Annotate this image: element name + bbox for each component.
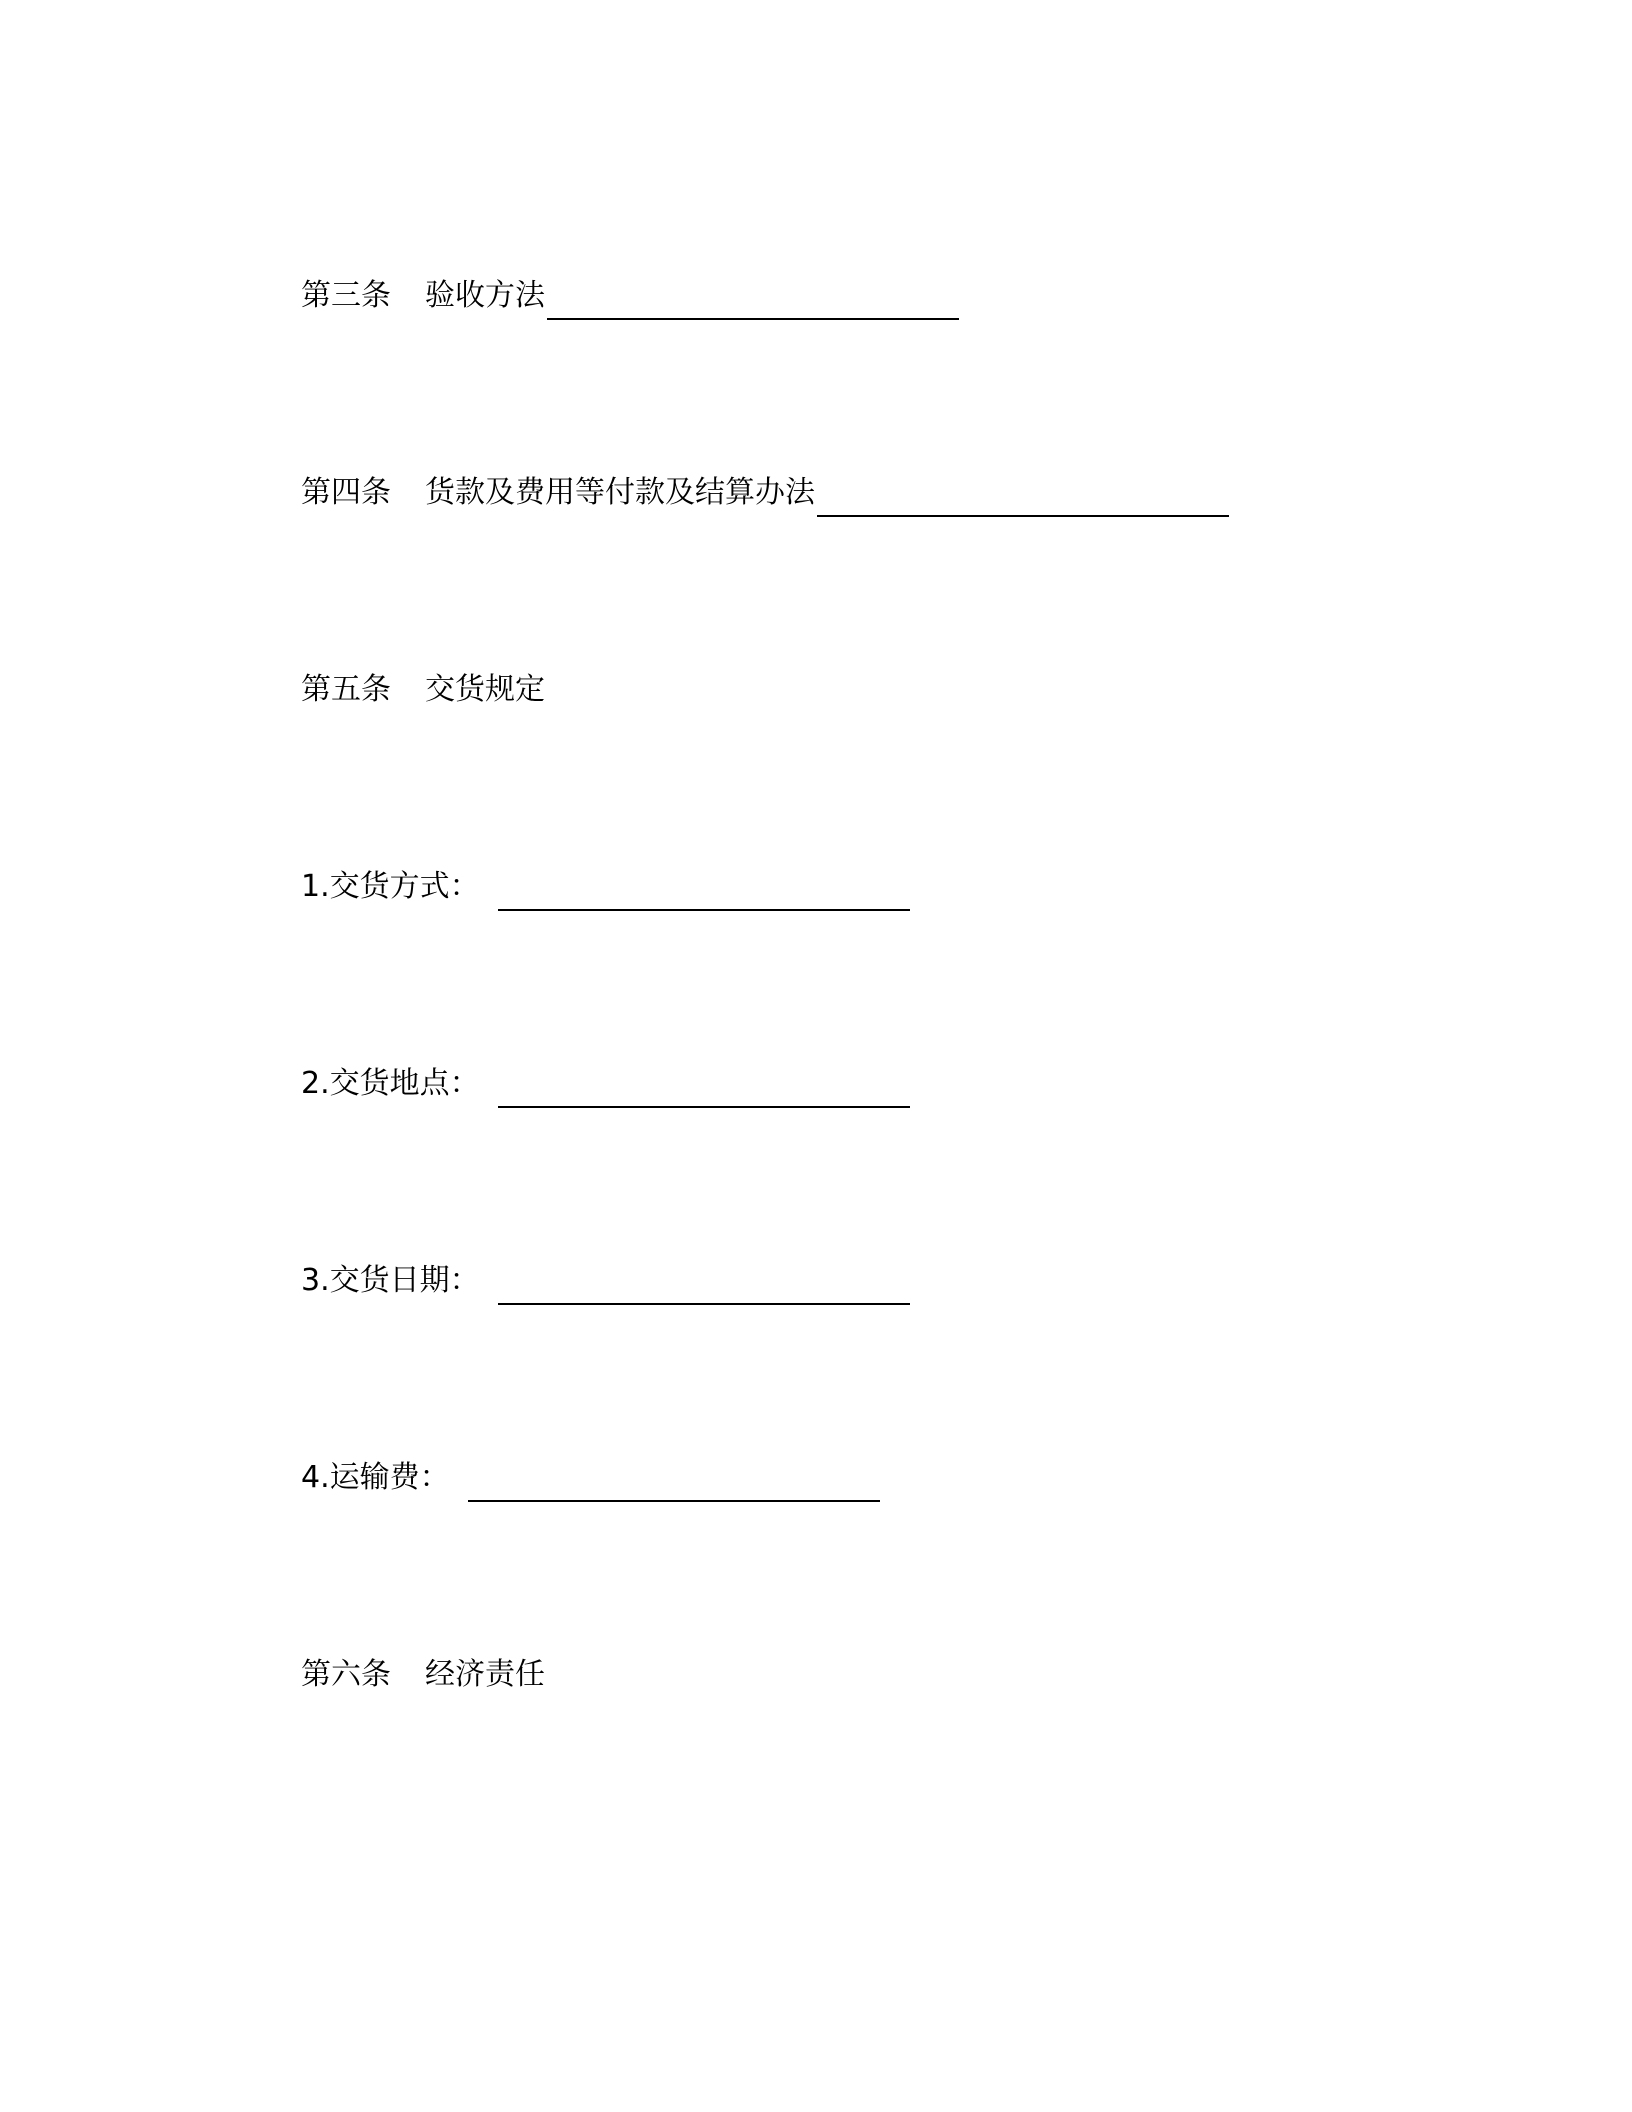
clause-5-number: 第五条 <box>301 672 391 707</box>
delivery-date-label: 3.交货日期： <box>301 1263 480 1298</box>
clause-5-title: 交货规定 <box>425 672 545 707</box>
delivery-location-blank-field[interactable] <box>498 1066 910 1108</box>
delivery-location <box>301 1060 910 1104</box>
freight-cost <box>301 1454 880 1498</box>
clause-4-number: 第四条 <box>301 475 391 510</box>
clause-6-title: 经济责任 <box>425 1657 545 1692</box>
clause-3-blank-field[interactable] <box>547 278 959 320</box>
clause-3 <box>301 272 959 316</box>
delivery-location-label: 2.交货地点： <box>301 1066 480 1101</box>
clause-6 <box>301 1651 545 1695</box>
freight-cost-blank-field[interactable] <box>468 1460 880 1502</box>
delivery-method-label: 1.交货方式： <box>301 869 480 904</box>
delivery-date-blank-field[interactable] <box>498 1263 910 1305</box>
clause-4 <box>301 469 1229 513</box>
clause-4-title: 货款及费用等付款及结算办法 <box>425 475 815 510</box>
clause-6-number: 第六条 <box>301 1657 391 1692</box>
delivery-method-blank-field[interactable] <box>498 869 910 911</box>
delivery-method <box>301 863 910 907</box>
clause-3-title: 验收方法 <box>425 278 545 313</box>
delivery-date <box>301 1257 910 1301</box>
clause-5 <box>301 666 545 710</box>
clause-3-number: 第三条 <box>301 278 391 313</box>
clause-4-blank-field[interactable] <box>817 475 1229 517</box>
freight-cost-label: 4.运输费： <box>301 1460 450 1495</box>
